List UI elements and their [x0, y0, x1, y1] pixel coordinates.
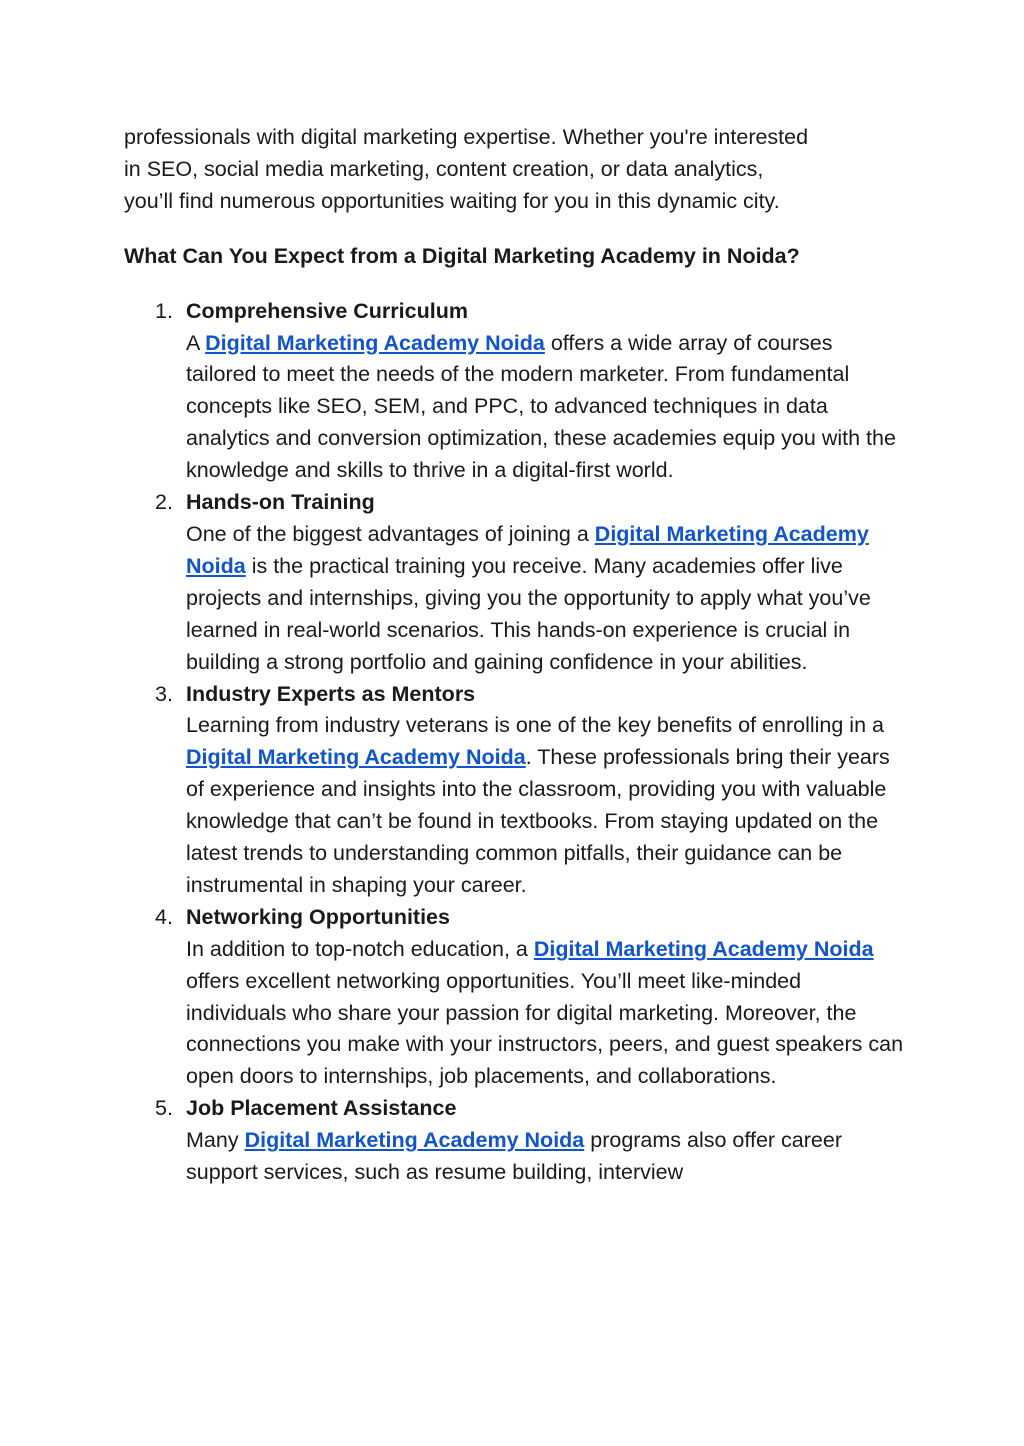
- intro-paragraph: [124, 122, 904, 218]
- list-number: 5.: [155, 1096, 173, 1121]
- body-text: offers a wide array of courses tailored to meet the needs of the modern marketer. From fundamental concepts like SEO, SEM, and PPC, to advanced techniques in data analytics and conversion optimization, these academies equip you with the knowledge and skills to thrive in a digital-first world.: [186, 330, 896, 483]
- body-text: . These professionals bring their years of experience and insights into the classroom, providing you with valuable knowledge that can’t be found in textbooks. From staying updated on the latest trends to understanding common pitfalls, their guidance can be instrumental in shaping your career.: [186, 745, 890, 897]
- academy-link[interactable]: Digital Marketing Academy Noida: [186, 521, 869, 578]
- item-title-networking: Networking Opportunities: [186, 904, 450, 929]
- list-number: 3.: [155, 681, 173, 706]
- body-text: is the practical training you receive. Many academies offer live projects and internships, giving you the opportunity to apply what you’ve learned in real-world scenarios. This hands-on experience is crucial in building a strong portfolio and gaining confidence in your abilities.: [186, 553, 871, 674]
- section-heading: What Can You Expect from a Digital Marketing Academy in Noida?: [124, 243, 800, 268]
- body-text: offers excellent networking opportunities. You’ll meet like-minded individuals who share your passion for digital marketing. Moreover, the connections you make with your instructors, peers, and guest speakers can open doors to internships, job placements, and collaborations.: [186, 968, 904, 1089]
- academy-link[interactable]: Digital Marketing Academy Noida: [205, 330, 545, 355]
- benefits-list: [124, 296, 904, 1189]
- body-text: In addition to top-notch education, a: [186, 936, 534, 961]
- list-item: [124, 679, 904, 902]
- item-title-curriculum: Comprehensive Curriculum: [186, 298, 468, 323]
- item-body: [186, 710, 904, 901]
- academy-link[interactable]: Digital Marketing Academy Noida: [533, 936, 874, 961]
- list-item: [124, 1093, 904, 1189]
- list-number: 1.: [155, 298, 173, 323]
- list-item: [124, 487, 904, 678]
- item-title-placement: Job Placement Assistance: [186, 1096, 457, 1121]
- intro-line-1: professionals with digital marketing expertise. Whether you're interested: [124, 125, 809, 149]
- body-text: One of the biggest advantages of joining a: [186, 521, 595, 546]
- item-body: [186, 934, 904, 1094]
- list-number: 4.: [155, 904, 173, 929]
- list-number: 2.: [155, 490, 173, 515]
- item-title-mentors: Industry Experts as Mentors: [186, 681, 476, 706]
- intro-line-2: in SEO, social media marketing, content creation, or data analytics,: [124, 156, 764, 181]
- item-body: [186, 519, 904, 679]
- body-text: Learning from industry veterans is one of the key benefits of enrolling in a: [186, 713, 884, 738]
- item-title-hands-on: Hands-on Training: [186, 490, 375, 515]
- body-text: programs also offer career support services, such as resume building, interview: [186, 1128, 842, 1185]
- list-item: [124, 296, 904, 487]
- list-item: [124, 902, 904, 1093]
- academy-link[interactable]: Digital Marketing Academy Noida: [186, 745, 526, 770]
- body-text: A: [186, 330, 206, 355]
- item-body: [186, 328, 904, 488]
- academy-link[interactable]: Digital Marketing Academy Noida: [244, 1128, 585, 1153]
- document-page: [124, 122, 904, 1189]
- item-body: [186, 1125, 904, 1189]
- intro-line-3: you’ll find numerous opportunities waiting for you in this dynamic city.: [124, 188, 780, 213]
- body-text: Many: [186, 1128, 245, 1153]
